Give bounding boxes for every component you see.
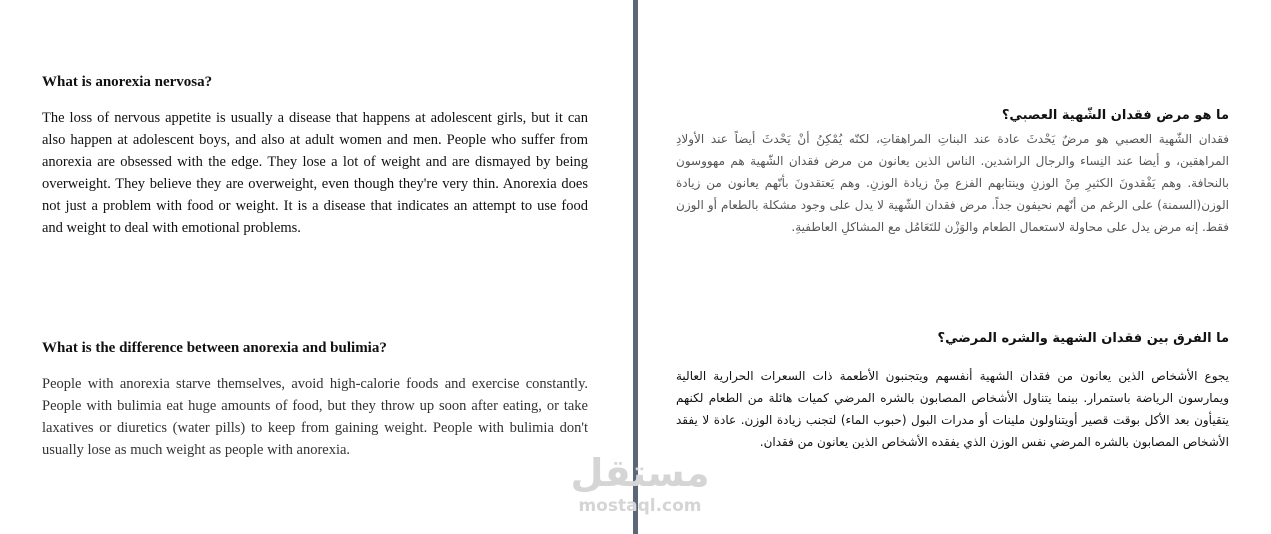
- heading-arabic-anorexia-vs-bulimia: ما الفرق بين فقدان الشهية والشره المرضي؟: [937, 331, 1229, 346]
- paragraph-arabic-anorexia-bulimia-difference: يجوع الأشخاص الذين يعانون من فقدان الشهية أنفسهم ويتجنبون الأطعمة ذات السعرات الحرارية العالية ويمارسون الرياضة باستمرار. بينما يتناول الأشخاص المصابون بالشره المرضي كميات هائلة من الطعام لكنهم يتقيأون بعد الأكل بوقت قصير أويتناولون ملينات أو مدرات البول (حبوب الماء) لتجنب زيادة الوزن. عادة لا يفقد الأشخاص المصابون بالشره المرضي نفس الوزن الذي يفقده الأشخاص الذين يعانون من فقدان.: [676, 369, 1229, 449]
- page-left: [0, 0, 633, 534]
- heading-what-is-anorexia: What is anorexia nervosa?: [42, 74, 213, 90]
- heading-anorexia-vs-bulimia: What is the difference between anorexia and bulimia?: [42, 340, 387, 356]
- paragraph-arabic-anorexia-definition: فقدان الشّهية العصبي هو مرضٌ يَحْدثَ عادة عند البناتِ المراهقاتِ، لكنّه يُمْكِنُ أنْ يَحْدثَ أيضاً عند الأولادِ المراهقين، و أيضا عند النِساء والرجال الراشدين. الناس الذين يعانون من مرض فقدان الشّهية هم مهووسون بالنحافة. وهم يَفْقدونَ الكثيرِ مِنْ الوزنِ وينتابهم الفزع مِنْ زيادة الوزنِ. وهم يَعتقدونَ بأنّهم يعانون من زيادة الوزن(السمنة) على الرغم من أنّهم نحيفون جداً. مرض فقدان الشّهية لا يدل على وجود مشكلة بالطعام أو الوزن فقط. إنه مرض يدل على محاولة لاستعمال الطعام والوَزْن للتَعَامُل مع المشاكلِ العاطفيةِ.: [676, 132, 1229, 234]
- paragraph-anorexia-definition: The loss of nervous appetite is usually a disease that happens at adolescent girls, but it can also happen at adolescent boys, and also at adult women and men. People who suffer from anorexia are obsessed with the edge. They lose a lot of weight and are dismayed by being overweight. They believe they are overweight, even though they're very thin. Anorexia does not just a problem with food or weight. It is a disease that indicates an attempt to use food and weight to deal with emotional problems.: [42, 110, 588, 236]
- watermark-latin-text: mostaql.com: [578, 496, 702, 516]
- watermark-arabic-text: مستقل: [570, 451, 710, 495]
- heading-arabic-what-is-anorexia: ما هو مرض فقدان الشّهية العصبي؟: [1001, 108, 1229, 123]
- paragraph-anorexia-bulimia-difference: People with anorexia starve themselves, avoid high-calorie foods and exercise constantly. People with bulimia eat huge amounts of food, but they throw up soon after eating, or take laxatives or diuretics (water pills) to keep from gaining weight. People with bulimia don't usually lose as much weight as people with anorexia.: [42, 376, 588, 458]
- page-right: [638, 0, 1271, 534]
